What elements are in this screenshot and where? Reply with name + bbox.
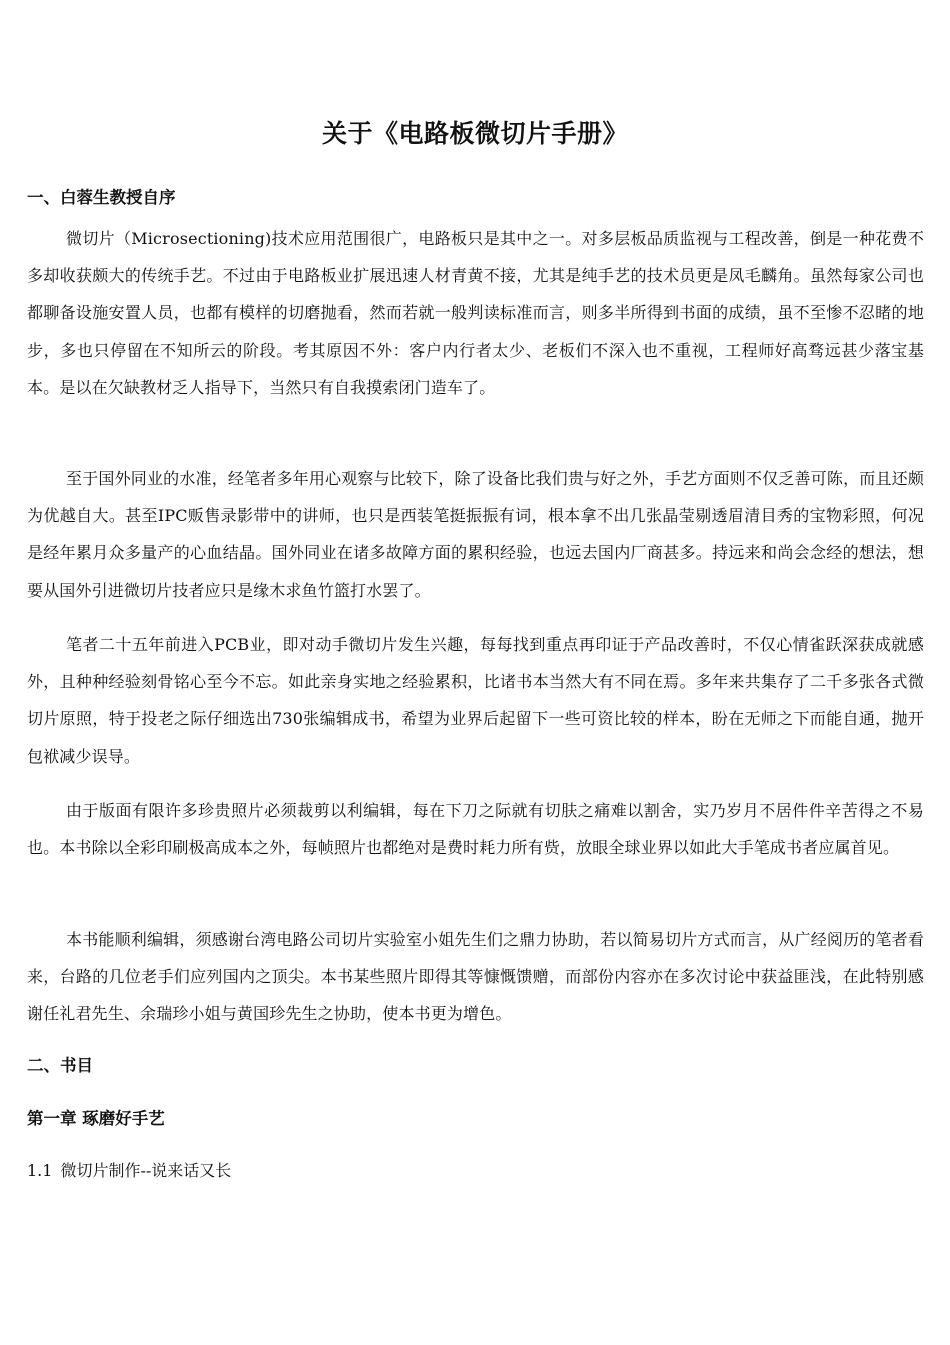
- chapter-heading: 第一章 琢磨好手艺: [27, 1109, 165, 1128]
- preface-paragraph-5: 本书能顺利编辑，须感谢台湾电路公司切片实验室小姐先生们之鼎力协助，若以简易切片方式而言，从广经阅历的笔者看来，台路的几位老手们应列国内之顶尖。本书某些照片即得其等慷慨馈赠，而部份内容亦在多次讨论中获益匪浅，在此特别感谢任礼君先生、余瑞珍小姐与黄国珍先生之协助，使本书更为增色。: [27, 930, 924, 1024]
- toc-item-label: 微切片制作--说来话又长: [60, 1161, 232, 1180]
- preface-paragraph-3: 笔者二十五年前进入PCB业，即对动手微切片发生兴趣，每每找到重点再印证于产品改善时，不仅心情雀跃深获成就感外，且种种经验刻骨铭心至今不忘。如此亲身实地之经验累积，比诸书本当然大有不同在焉。多年来共集存了二千多张各式微切片原照，特于投老之际仔细选出730张编辑成书，希望为业界后起留下一些可资比较的样本，盼在无师之下而能自通，抛开包袱减少误导。: [27, 635, 924, 766]
- preface-paragraph-4: 由于版面有限许多珍贵照片必须裁剪以利编辑，每在下刀之际就有切肤之痛难以割舍，实乃岁月不居件件辛苦得之不易也。本书除以全彩印刷极高成本之外，每帧照片也都绝对是费时耗力所有赀，放眼全球业界以如此大手笔成书者应属首见。: [27, 801, 924, 858]
- section-heading-catalog: 二、书目: [27, 1056, 93, 1075]
- preface-paragraph-2: 至于国外同业的水准，经笔者多年用心观察与比较下，除了设备比我们贵与好之外，手艺方面则不仅乏善可陈，而且还颇为优越自大。甚至IPC贩售录影带中的讲师，也只是西装笔挺振振有词，根本拿不出几张晶莹剔透眉清目秀的宝物彩照，何况是经年累月众多量产的心血结晶。国外同业在诸多故障方面的累积经验，也远去国内厂商甚多。持远来和尚会念经的想法，想要从国外引进微切片技者应只是缘木求鱼竹篮打水罢了。: [27, 469, 924, 600]
- toc-item-number: 1.1: [27, 1161, 53, 1180]
- document-title: 关于《电路板微切片手册》: [321, 119, 628, 148]
- section-heading-preface: 一、白蓉生教授自序: [27, 188, 176, 207]
- toc-item: [27, 1158, 231, 1184]
- preface-paragraph-1: 微切片（Microsectioning)技术应用范围很广，电路板只是其中之一。对多层板品质监视与工程改善，倒是一种花费不多却收获颇大的传统手艺。不过由于电路板业扩展迅速人材青黄不接，尤其是纯手艺的技术员更是凤毛麟角。虽然每家公司也都聊备设施安置人员，也都有模样的切磨抛看，然而若就一般判读标准而言，则多半所得到书面的成绩，虽不至惨不忍睹的地步，多也只停留在不知所云的阶段。考其原因不外：客户内行者太少、老板们不深入也不重视，工程师好高骛远甚少落宝基本。是以在欠缺教材乏人指导下，当然只有自我摸索闭门造车了。: [27, 229, 924, 397]
